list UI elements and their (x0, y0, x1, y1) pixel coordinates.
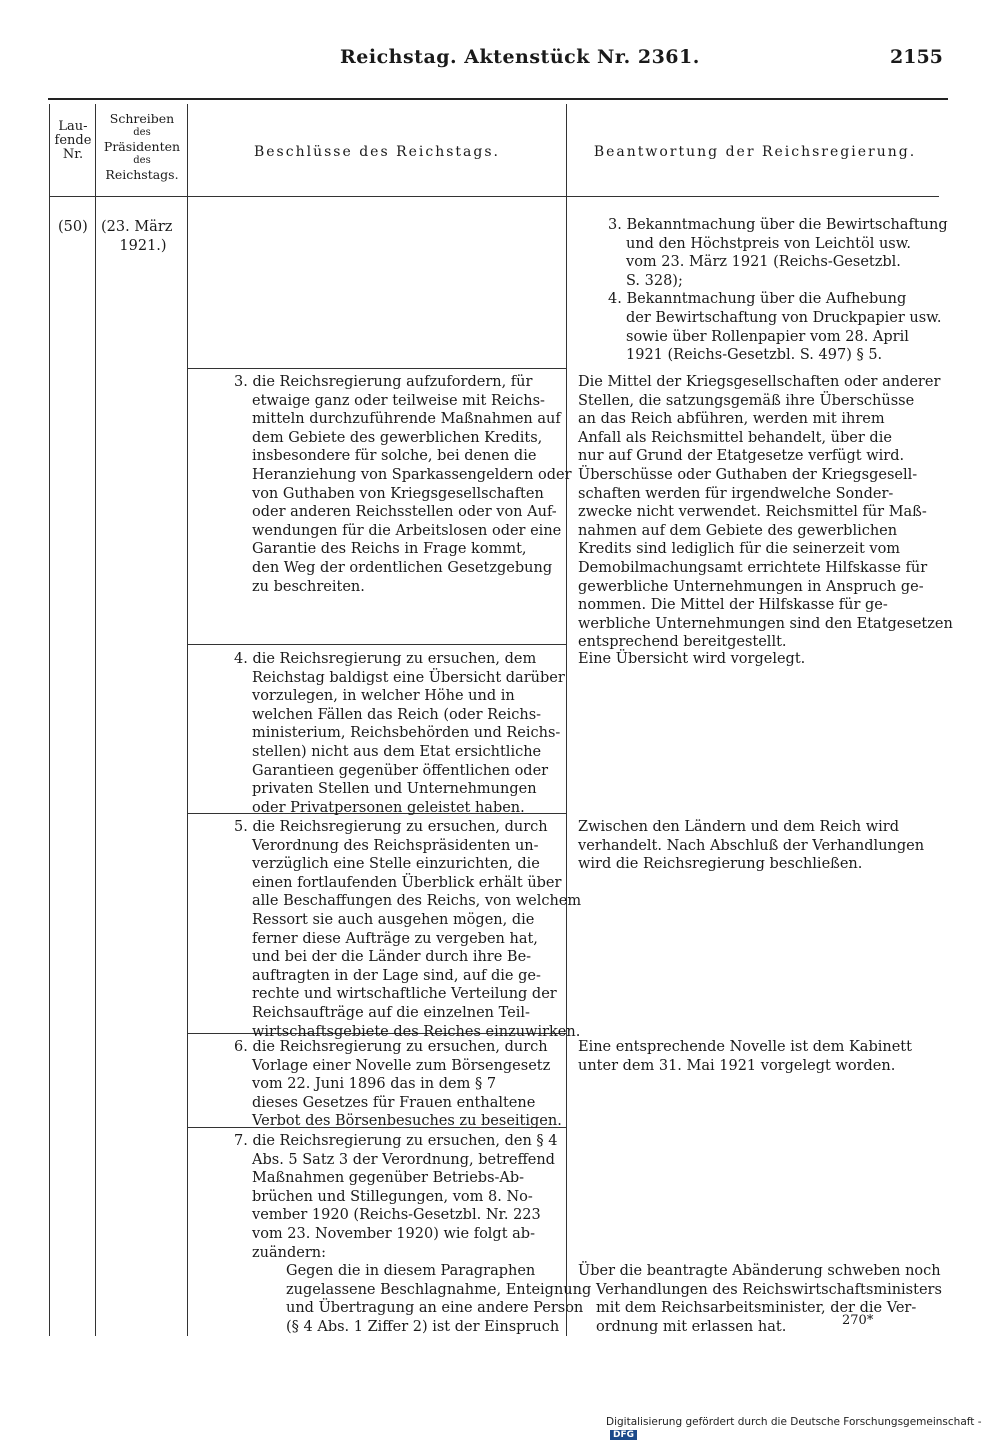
text-line: insbesondere für solche, bei denen die (252, 448, 537, 465)
beantwortung-4 (578, 650, 934, 669)
text-line: 6. die Reichsregierung zu ersuchen, durch (234, 1039, 548, 1055)
text-line: ministerium, Reichsbehörden und Reichs- (252, 725, 561, 742)
text-line: wendungen für die Arbeitslosen oder eine (252, 522, 562, 539)
colhead-lfd-nr-line: Lau- (58, 119, 88, 134)
text-line: schaften werden für irgendwelche Sonder- (578, 485, 894, 502)
text-line: stellen) nicht aus dem Etat ersichtliche (252, 743, 542, 760)
text-line: vom 23. November 1920) wie folgt ab- (252, 1225, 535, 1242)
beantwortung-7 (578, 1262, 942, 1336)
row-date (101, 218, 185, 255)
colhead-beschluesse: Beschlüsse des Reichstags. (253, 144, 500, 160)
text-line: und Übertragung an eine andere Person (286, 1300, 584, 1317)
row-rule-4 (187, 644, 567, 645)
dfg-logo: DFG (610, 1430, 637, 1440)
text-line: Abs. 5 Satz 3 der Verordnung, betreffend (252, 1151, 555, 1168)
text-line: Ressort sie auch ausgehen mögen, die (252, 911, 535, 928)
text-line: dem Gebiete des gewerblichen Kredits, (252, 429, 543, 446)
signature-mark: 270* (842, 1313, 874, 1328)
text-line: vember 1920 (Reichs-Gesetzbl. Nr. 223 (252, 1207, 541, 1224)
text-line: vom 22. Juni 1896 das in dem § 7 (252, 1076, 497, 1093)
beantwortung-5 (578, 818, 934, 874)
page-header-title: Reichstag. Aktenstück Nr. 2361. (340, 46, 700, 68)
text-line: und bei der die Länder durch ihre Be- (252, 949, 532, 966)
text-line: an das Reich abführen, werden mit ihrem (578, 411, 885, 428)
colhead-lfd-nr (52, 120, 94, 162)
colhead-lfd-nr-line: Nr. (62, 147, 84, 162)
text-line: etwaige ganz oder teilweise mit Reichs- (252, 392, 545, 409)
digitization-credit (606, 1416, 1000, 1440)
text-line: rechte und wirtschaftliche Verteilung der (252, 986, 557, 1003)
colhead-schreiben (96, 112, 188, 182)
text-line: werbliche Unternehmungen sind den Etatgesetzen (578, 615, 953, 632)
text-line: mitteln durchzuführende Maßnahmen auf (252, 411, 561, 428)
text-line: brüchen und Stillegungen, vom 8. No- (252, 1188, 533, 1205)
text-line: und den Höchstpreis von Leichtöl usw. (626, 235, 912, 252)
row-rule-3 (187, 368, 567, 369)
text-line: Maßnahmen gegenüber Betriebs-Ab- (252, 1170, 525, 1187)
beschluss-5 (234, 818, 582, 1041)
text-line: Vorlage einer Novelle zum Börsengesetz (252, 1057, 551, 1074)
text-line: zugelassene Beschlagnahme, Enteignung (286, 1281, 592, 1298)
credit-text: Digitalisierung gefördert durch die Deutsche Forschungsgemeinschaft - (606, 1416, 982, 1428)
text-line: verhandelt. Nach Abschluß der Verhandlungen (578, 837, 925, 854)
text-line: Eine Übersicht wird vorgelegt. (578, 651, 806, 667)
text-line: ferner diese Aufträge zu vergeben hat, (252, 930, 538, 947)
beschluss-6 (234, 1038, 562, 1131)
colhead-beantwortung: Beantwortung der Reichsregierung. (593, 144, 917, 160)
text-line: S. 328); (626, 272, 683, 289)
text-line: oder anderen Reichsstellen oder von Auf- (252, 504, 557, 521)
text-line: ordnung mit erlassen hat. (596, 1318, 787, 1335)
text-line: dieses Gesetzes für Frauen enthaltene (252, 1094, 536, 1111)
text-line: Gegen die in diesem Paragraphen (286, 1263, 536, 1279)
text-line: alle Beschaffungen des Reichs, von welchem (252, 893, 582, 910)
text-line: Heranziehung von Sparkassengeldern oder (252, 466, 572, 483)
text-line: nur auf Grund der Etatgesetze verfügt wird. (578, 448, 905, 465)
beantwortung-3 (578, 373, 953, 652)
text-line: wird die Reichsregierung beschließen. (578, 856, 863, 873)
text-line: 5. die Reichsregierung zu ersuchen, durch (234, 819, 548, 835)
colhead-schreiben-line: des (133, 155, 151, 166)
text-line: entsprechend bereitgestellt. (578, 634, 787, 651)
text-line: einen fortlaufenden Überblick erhält über (252, 874, 562, 891)
text-line: der Bewirtschaftung von Druckpapier usw. (626, 309, 942, 326)
text-line: zuändern: (252, 1244, 326, 1261)
col-divider-1 (49, 104, 50, 1336)
text-line: 4. die Reichsregierung zu ersuchen, dem (234, 651, 537, 667)
text-line: mit dem Reichsarbeitsminister, der die Ver- (596, 1300, 917, 1317)
text-line: sowie über Rollenpapier vom 28. April (626, 328, 909, 345)
text-line: wirtschaftsgebiete des Reiches einzuwirken. (252, 1023, 581, 1040)
beantwortung-6 (578, 1038, 934, 1075)
header-row-rule (49, 196, 939, 197)
text-line: Anfall als Reichsmittel behandelt, über die (578, 429, 892, 446)
text-line: Stellen, die satzungsgemäß ihre Überschüsse (578, 392, 915, 409)
text-line: Verordnung des Reichspräsidenten un- (252, 837, 539, 854)
text-line: vom 23. März 1921 (Reichs-Gesetzbl. (626, 254, 901, 271)
text-line: vorzulegen, in welcher Höhe und in (252, 688, 515, 705)
text-line: 7. die Reichsregierung zu ersuchen, den § 4 (234, 1133, 558, 1149)
text-line: Reichstag baldigst eine Übersicht darüber (252, 669, 565, 686)
text-line: verzüglich eine Stelle einzurichten, die (252, 856, 540, 873)
text-line: gewerbliche Unternehmungen in Anspruch ge- (578, 578, 924, 595)
text-line: oder Privatpersonen geleistet haben. (252, 799, 525, 816)
text-line: nahmen auf dem Gebiete des gewerblichen (578, 522, 898, 539)
col-divider-4 (566, 104, 567, 1336)
row-number: (50) (58, 219, 88, 235)
text-line: 3. Bekanntmachung über die Bewirtschaftung (608, 217, 948, 233)
text-line: Garantie des Reichs in Frage kommt, (252, 541, 527, 558)
page-number: 2155 (890, 46, 943, 68)
colhead-schreiben-line: Reichstags. (105, 167, 179, 182)
header-rule (48, 98, 948, 100)
text-line: unter dem 31. Mai 1921 vorgelegt worden. (578, 1057, 896, 1074)
text-line: welchen Fällen das Reich (oder Reichs- (252, 706, 542, 723)
text-line: 3. die Reichsregierung aufzufordern, für (234, 374, 533, 390)
text-line: nommen. Die Mittel der Hilfskasse für ge- (578, 597, 888, 614)
text-line: zwecke nicht verwendet. Reichsmittel für Maß- (578, 504, 927, 521)
col-divider-2 (95, 104, 96, 1336)
answer-intro-block (608, 216, 948, 365)
colhead-schreiben-line: Präsidenten (103, 139, 181, 154)
beschluss-7 (234, 1132, 556, 1262)
colhead-schreiben-line: Schreiben (109, 111, 175, 126)
text-line: Die Mittel der Kriegsgesellschaften oder anderer (578, 374, 941, 390)
text-line: Verbot des Börsenbesuches zu beseitigen. (252, 1113, 562, 1130)
text-line: Überschüsse oder Guthaben der Kriegsgesell- (578, 466, 918, 483)
text-line: Eine entsprechende Novelle ist dem Kabinett (578, 1039, 912, 1055)
text-line: zu beschreiten. (252, 578, 365, 595)
text-line: Reichsaufträge auf die einzelnen Teil- (252, 1004, 530, 1021)
text-line: Garantieen gegenüber öffentlichen oder (252, 762, 549, 779)
text-line: Kredits sind lediglich für die seinerzeit vom (578, 541, 901, 558)
text-line: privaten Stellen und Unternehmungen (252, 781, 537, 798)
text-line: Verhandlungen des Reichswirtschaftsministers (596, 1281, 942, 1298)
text-line: Demobilmachungsamt errichtete Hilfskasse für (578, 559, 928, 576)
col-divider-3 (187, 104, 188, 1336)
colhead-lfd-nr-line: fende (54, 133, 92, 148)
text-line: 1921 (Reichs-Gesetzbl. S. 497) § 5. (626, 347, 883, 364)
text-line: auftragten in der Lage sind, auf die ge- (252, 967, 541, 984)
row-date-line: (23. März (101, 219, 173, 235)
beschluss-7-quote (286, 1262, 592, 1336)
text-line: von Guthaben von Kriegsgesellschaften (252, 485, 544, 502)
text-line: Über die beantragte Abänderung schweben noch (578, 1263, 941, 1279)
row-date-line: 1921.) (119, 237, 167, 254)
text-line: den Weg der ordentlichen Gesetzgebung (252, 559, 553, 576)
text-line: (§ 4 Abs. 1 Ziffer 2) ist der Einspruch (286, 1318, 560, 1335)
text-line: Zwischen den Ländern und dem Reich wird (578, 819, 899, 835)
text-line: 4. Bekanntmachung über die Aufhebung (608, 291, 907, 308)
beschluss-4 (234, 650, 565, 817)
colhead-schreiben-line: des (133, 127, 151, 138)
beschluss-3 (234, 373, 572, 596)
